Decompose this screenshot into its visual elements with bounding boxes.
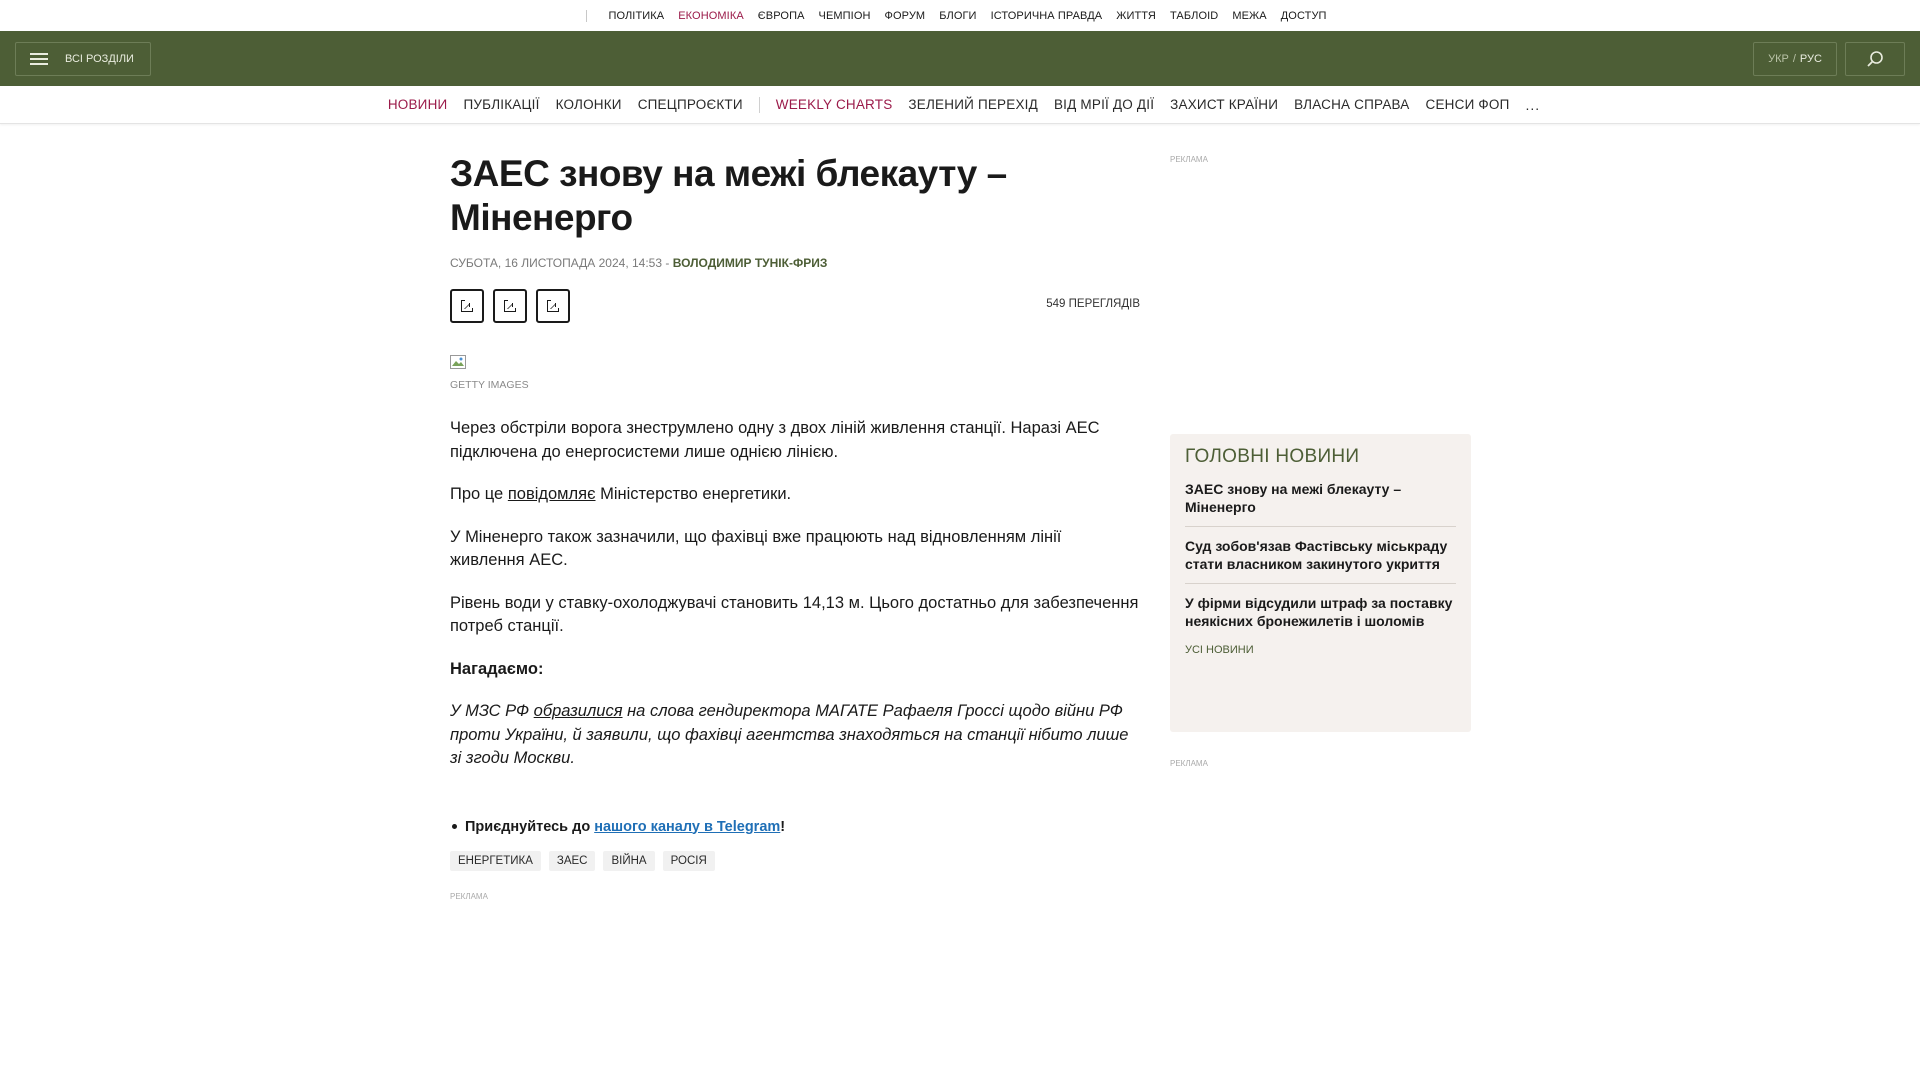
broken-image-icon <box>545 298 561 314</box>
top-news-item[interactable]: У фірми відсудили штраф за поставку неякісних бронежилетів і шоломів <box>1185 595 1453 629</box>
top-nav-link-politics[interactable]: ПОЛІТИКА <box>608 9 665 22</box>
lang-ukr[interactable]: УКР <box>1768 53 1789 65</box>
tag-russia[interactable]: РОСІЯ <box>663 851 715 871</box>
article-meta: СУБОТА, 16 ЛИСТОПАДА 2024, 14:53 - ВОЛОДИМИР ТУНІК-ФРИЗ <box>450 256 828 270</box>
top-nav-link-europe[interactable]: ЄВРОПА <box>757 9 805 22</box>
telegram-channel-link[interactable]: нашого каналу в Telegram <box>594 818 781 835</box>
article-body <box>450 417 1140 771</box>
section-link-own-business[interactable]: ВЛАСНА СПРАВА <box>1294 97 1410 112</box>
language-switcher[interactable]: УКР / РУС <box>1753 42 1837 76</box>
list-bullet <box>452 824 457 829</box>
section-link-columns[interactable]: КОЛОНКИ <box>555 97 622 112</box>
top-news-item[interactable]: Суд зобов'язав Фастівську міськраду стати власником закинутого укриття <box>1185 527 1456 584</box>
top-nav-link-history[interactable]: ІСТОРИЧНА ПРАВДА <box>990 9 1103 22</box>
share-row <box>450 289 1140 325</box>
top-nav-link-champion[interactable]: ЧЕМПІОН <box>818 9 871 22</box>
top-nav-link-tabloid[interactable]: ТАБЛОІD <box>1169 9 1219 22</box>
section-link-defense[interactable]: ЗАХИСТ КРАЇНИ <box>1170 97 1279 112</box>
telegram-cta: Приєднуйтесь до нашого каналу в Telegram ! <box>450 819 1140 835</box>
share-telegram-button[interactable] <box>536 289 570 323</box>
ad-label: РЕКЛАМА <box>1170 155 1208 164</box>
section-link-dream-to-action[interactable]: ВІД МРІЇ ДО ДІЇ <box>1053 97 1155 112</box>
broken-image-icon <box>450 355 466 369</box>
search-icon <box>1866 50 1884 68</box>
top-nav-bar <box>0 0 1920 31</box>
tag-energy[interactable]: ЕНЕРГЕТИКА <box>450 851 541 871</box>
article-author-link[interactable]: ВОЛОДИМИР ТУНІК-ФРИЗ <box>672 256 828 270</box>
top-nav-link-forum[interactable]: ФОРУМ <box>884 9 926 22</box>
article-paragraph: У МЗС РФ образилися на слова гендиректора МАГАТЕ Рафаеля Гроссі щодо війни РФ проти України, й заявили, що фахівці агентства знаходяться на станції нібито лише зі згоди Москви. <box>450 702 1129 767</box>
article-paragraph: Рівень води у ставку-охолоджувачі становить 14,13 м. Цього достатньо для забезпечення потреб станції. <box>450 593 1139 635</box>
top-news-box <box>1170 434 1471 732</box>
reminder-heading: Нагадаємо: <box>450 659 544 678</box>
section-link-green-transition[interactable]: ЗЕЛЕНИЙ ПЕРЕХІД <box>908 97 1038 112</box>
section-link-weekly-charts[interactable]: WEEKLY CHARTS <box>775 97 893 112</box>
tag-war[interactable]: ВІЙНА <box>603 851 654 871</box>
top-news-item[interactable]: ЗАЕС знову на межі блекауту – Міненерго <box>1185 468 1456 527</box>
source-link[interactable]: повідомляє <box>507 485 596 503</box>
top-nav-divider <box>586 10 587 22</box>
broken-image-icon <box>502 298 518 314</box>
section-link-fop-senses[interactable]: СЕНСИ ФОП <box>1425 97 1510 112</box>
all-sections-button[interactable] <box>15 42 151 76</box>
article-paragraph: Через обстріли ворога знеструмлено одну з двох ліній живлення станції. Наразі АЕС підключена до енергосистеми лише однією лінією. <box>450 419 1100 461</box>
top-nav-link-dostup[interactable]: ДОСТУП <box>1280 9 1327 22</box>
top-nav-link-economics[interactable]: ЕКОНОМІКА <box>678 9 744 22</box>
more-sections-button[interactable]: ... <box>1525 96 1541 113</box>
article-date: СУБОТА, 16 ЛИСТОПАДА 2024, 14:53 <box>450 256 663 270</box>
search-button[interactable] <box>1845 42 1905 76</box>
top-nav-link-mezha[interactable]: МЕЖА <box>1232 9 1267 22</box>
article-paragraph: Про це повідомляє Міністерство енергетики. <box>450 485 792 503</box>
share-facebook-button[interactable] <box>450 289 484 323</box>
ad-label: РЕКЛАМА <box>1170 759 1208 768</box>
top-nav-link-blogs[interactable]: БЛОГИ <box>939 9 977 22</box>
article-title: ЗАЕС знову на межі блекауту – Міненерго <box>450 153 1007 238</box>
section-nav <box>0 86 1920 124</box>
tag-zaes[interactable]: ЗАЕС <box>549 851 596 871</box>
article-tags <box>450 851 1140 871</box>
lang-rus[interactable]: РУС <box>1799 53 1822 65</box>
section-link-special-projects[interactable]: СПЕЦПРОЄКТИ <box>637 97 743 112</box>
top-nav-link-life[interactable]: ЖИТТЯ <box>1116 9 1156 22</box>
ad-label: РЕКЛАМА <box>450 891 488 901</box>
all-news-link[interactable]: УСІ НОВИНИ <box>1185 644 1254 656</box>
article-image-placeholder <box>450 355 466 369</box>
top-news-title: ГОЛОВНІ НОВИНИ <box>1185 446 1360 467</box>
broken-image-icon <box>459 298 475 314</box>
section-link-news[interactable]: НОВИНИ <box>387 97 448 112</box>
section-link-publications[interactable]: ПУБЛІКАЦІЇ <box>463 97 540 112</box>
site-header <box>0 31 1920 86</box>
menu-icon <box>30 53 48 65</box>
image-credit: GETTY IMAGES <box>450 379 529 391</box>
views-count: 549 ПЕРЕГЛЯДІВ <box>1046 298 1140 310</box>
section-nav-divider <box>759 97 760 113</box>
article-paragraph: У Міненерго також зазначили, що фахівці вже працюють над відновленням лінії живлення АЕС. <box>450 527 1062 569</box>
all-sections-label: ВСІ РОЗДІЛИ <box>65 53 134 65</box>
article <box>450 152 1140 901</box>
share-twitter-button[interactable] <box>493 289 527 323</box>
related-article-link[interactable]: образилися <box>533 702 623 720</box>
